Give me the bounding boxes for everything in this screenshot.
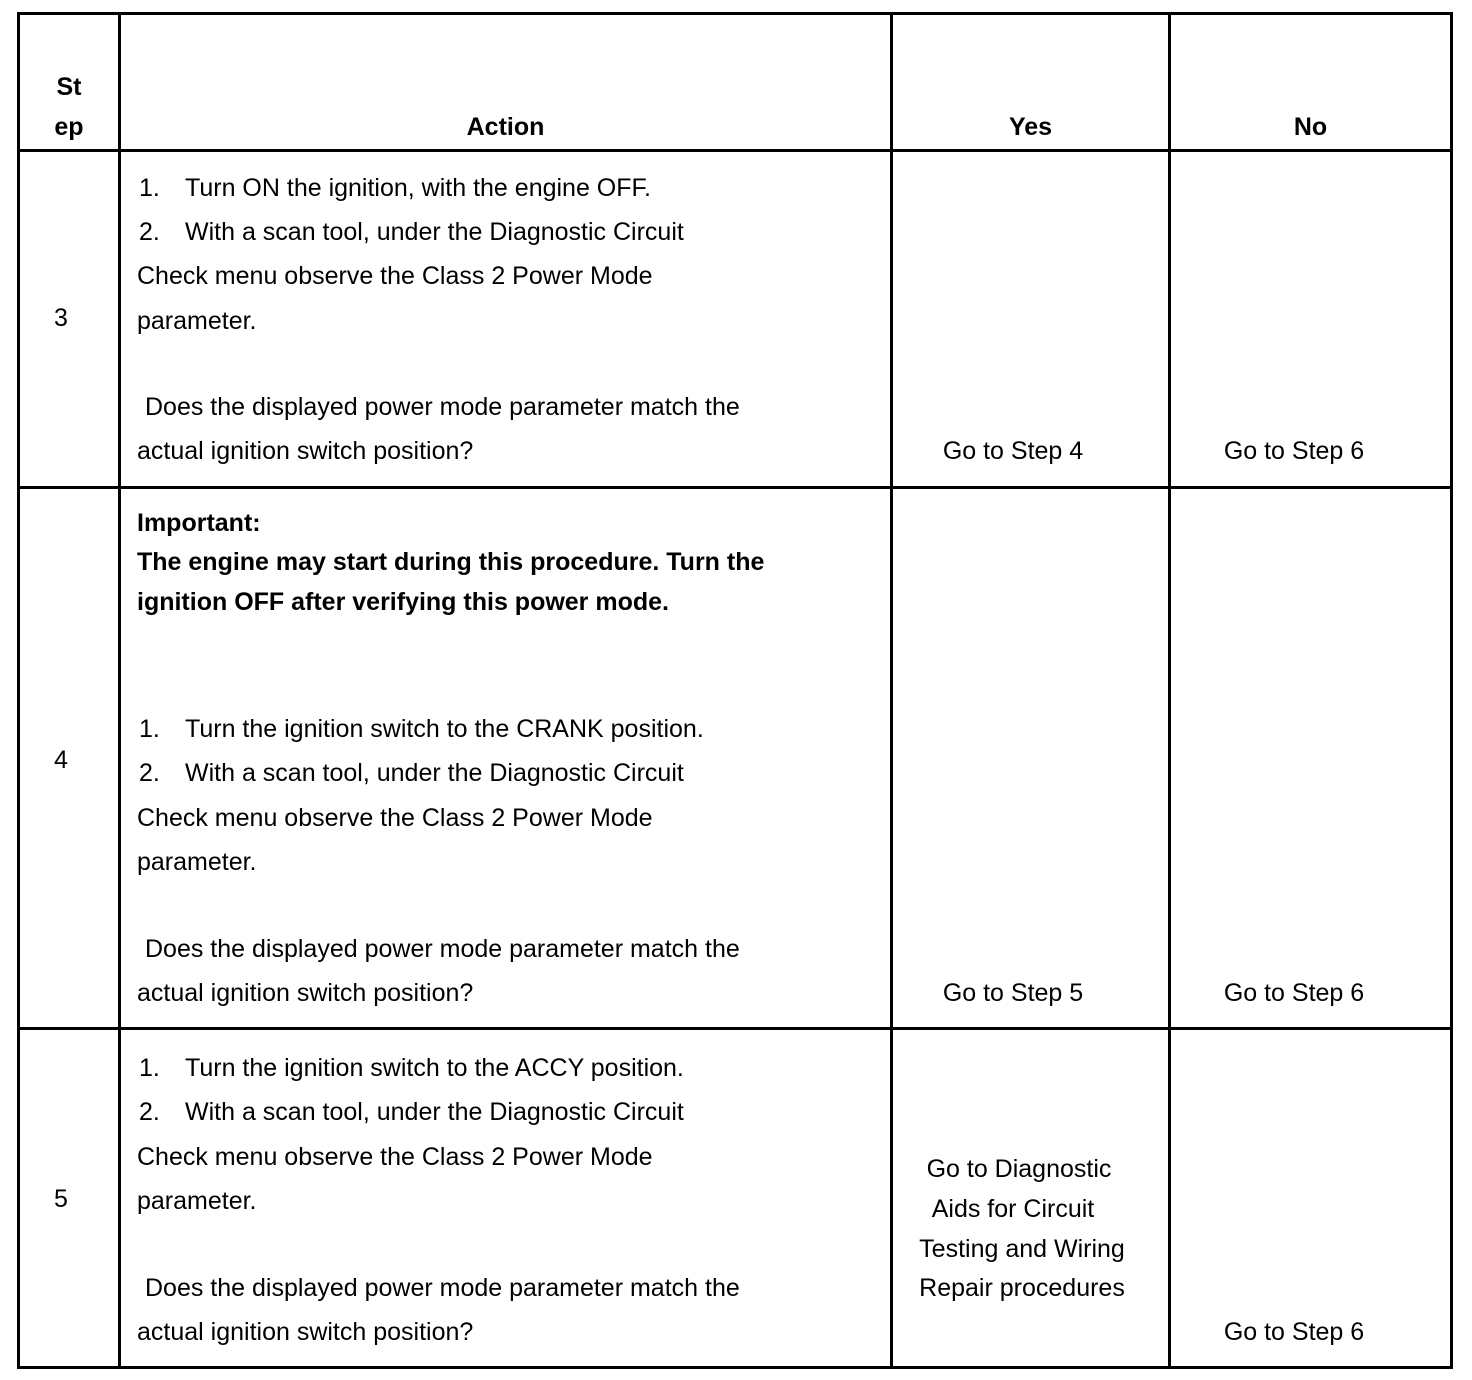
yes-result-line: Testing and Wiring [919, 1235, 1125, 1263]
action-question: actual ignition switch position? [137, 1318, 474, 1346]
action-question: Does the displayed power mode parameter match the [145, 393, 740, 421]
row-divider [17, 1027, 1453, 1030]
action-continuation: Check menu observe the Class 2 Power Mode [137, 1143, 653, 1171]
header-step [20, 73, 118, 141]
action-step-text: With a scan tool, under the Diagnostic Circuit [185, 1098, 684, 1126]
step-number: 3 [54, 304, 68, 332]
yes-result-line: Repair procedures [919, 1274, 1125, 1302]
header-no: No [1293, 113, 1328, 141]
action-question: actual ignition switch position? [137, 437, 474, 465]
action-continuation: parameter. [137, 1187, 257, 1215]
step-number: 5 [54, 1185, 68, 1213]
action-step-num: 1. [139, 1054, 160, 1082]
no-result: Go to Step 6 [1223, 437, 1365, 465]
header-step-line1: St [56, 73, 82, 101]
action-question: Does the displayed power mode parameter match the [145, 1274, 740, 1302]
important-note: The engine may start during this procedure. Turn the [137, 548, 765, 576]
row-divider [17, 486, 1453, 489]
action-step-text: With a scan tool, under the Diagnostic Circuit [185, 218, 684, 246]
step-number: 4 [54, 746, 68, 774]
action-step-text: Turn ON the ignition, with the engine OFF. [185, 174, 651, 202]
action-step-num: 1. [139, 174, 160, 202]
table-border-right [1450, 12, 1453, 1369]
action-step-num: 2. [139, 1098, 160, 1126]
action-question: actual ignition switch position? [137, 979, 474, 1007]
header-yes: Yes [1008, 113, 1053, 141]
yes-result: Go to Step 4 [942, 437, 1084, 465]
important-note: ignition OFF after verifying this power mode. [137, 588, 669, 616]
important-label: Important: [137, 509, 261, 537]
column-divider [118, 12, 121, 1369]
action-question: Does the displayed power mode parameter match the [145, 935, 740, 963]
yes-result-line: Go to Diagnostic [926, 1155, 1112, 1183]
table-border-left [17, 12, 20, 1369]
header-step-line2: ep [54, 113, 84, 141]
action-step-num: 2. [139, 218, 160, 246]
action-step-num: 1. [139, 715, 160, 743]
yes-result-line: Aids for Circuit [931, 1195, 1095, 1223]
action-continuation: parameter. [137, 848, 257, 876]
action-step-text: With a scan tool, under the Diagnostic Circuit [185, 759, 684, 787]
column-divider [1168, 12, 1171, 1369]
action-continuation: parameter. [137, 307, 257, 335]
action-step-num: 2. [139, 759, 160, 787]
action-continuation: Check menu observe the Class 2 Power Mode [137, 262, 653, 290]
no-result: Go to Step 6 [1223, 1318, 1365, 1346]
table-border-bottom [17, 1366, 1453, 1369]
header-divider [17, 149, 1453, 152]
header-action: Action [466, 113, 545, 141]
table-border-top [17, 12, 1453, 15]
action-step-text: Turn the ignition switch to the CRANK position. [185, 715, 704, 743]
no-result: Go to Step 6 [1223, 979, 1365, 1007]
action-step-text: Turn the ignition switch to the ACCY position. [185, 1054, 684, 1082]
action-continuation: Check menu observe the Class 2 Power Mode [137, 804, 653, 832]
yes-result: Go to Step 5 [942, 979, 1084, 1007]
